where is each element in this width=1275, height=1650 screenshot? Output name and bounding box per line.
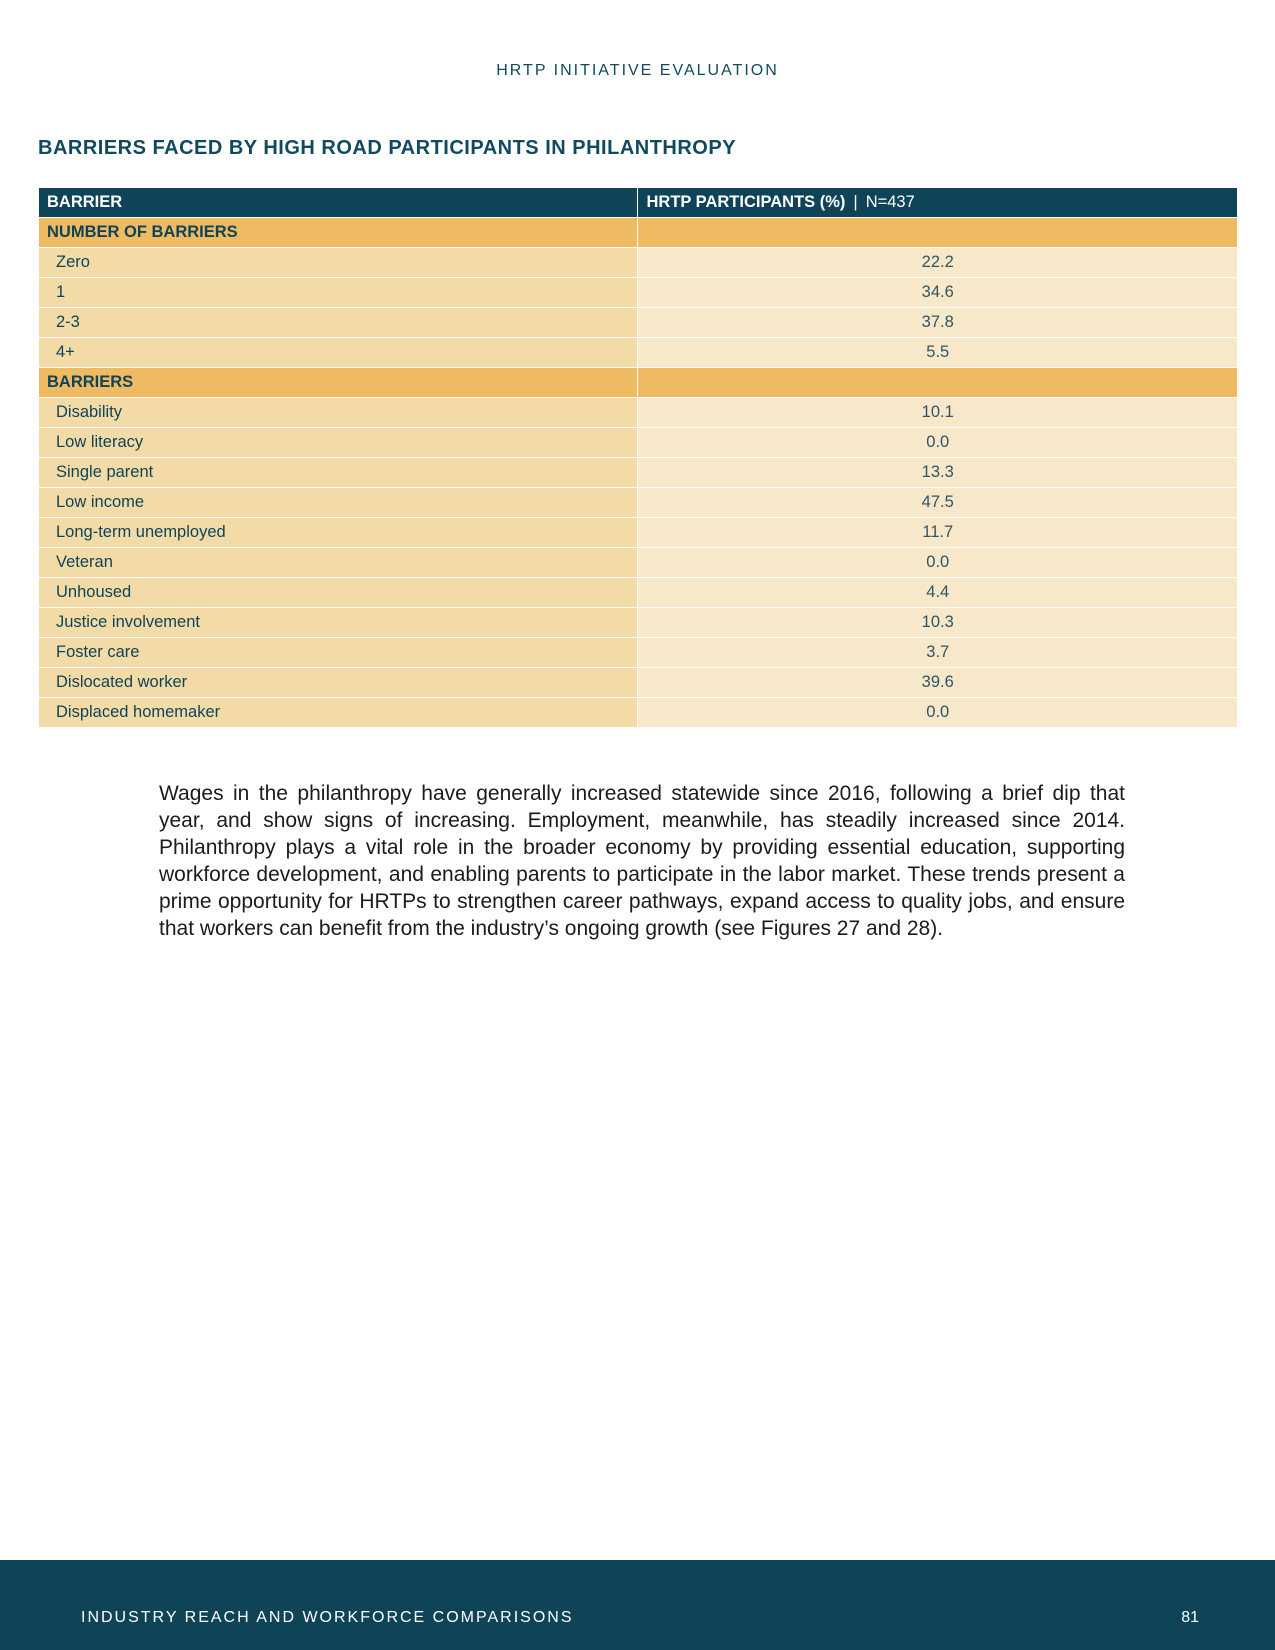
row-value: 3.7 [638,638,1238,668]
row-value: 5.5 [638,338,1238,368]
row-label: 1 [39,278,638,308]
row-value: 10.1 [638,398,1238,428]
table-row [39,518,1238,548]
section-heading: NUMBER OF BARRIERS [39,218,638,248]
row-value: 22.2 [638,248,1238,278]
row-label: Low literacy [39,428,638,458]
participants-header-label: HRTP PARTICIPANTS (%) [646,193,846,211]
row-value: 47.5 [638,488,1238,518]
table-row [39,638,1238,668]
column-header-participants [638,188,1238,218]
row-value: 37.8 [638,308,1238,338]
section-heading: BARRIERS [39,368,638,398]
table-title: BARRIERS FACED BY HIGH ROAD PARTICIPANTS IN PHILANTHROPY [38,137,737,159]
section-row-number-of-barriers [39,218,1238,248]
row-value: 0.0 [638,428,1238,458]
row-label: Dislocated worker [39,668,638,698]
row-value: 4.4 [638,578,1238,608]
table-row [39,578,1238,608]
table-row [39,278,1238,308]
header-separator: | [853,193,858,211]
row-label: Single parent [39,458,638,488]
row-value: 11.7 [638,518,1238,548]
table-row [39,548,1238,578]
row-value: 39.6 [638,668,1238,698]
table-row [39,428,1238,458]
row-label: Disability [39,398,638,428]
row-label: Justice involvement [39,608,638,638]
footer-section-title: INDUSTRY REACH AND WORKFORCE COMPARISONS [81,1609,574,1626]
row-label: Displaced homemaker [39,698,638,728]
table-row [39,338,1238,368]
table-row [39,248,1238,278]
row-label: Veteran [39,548,638,578]
section-heading-spacer [638,218,1238,248]
row-label: Low income [39,488,638,518]
column-header-barrier: BARRIER [39,188,638,218]
row-value: 34.6 [638,278,1238,308]
section-heading-spacer [638,368,1238,398]
running-header: HRTP INITIATIVE EVALUATION [496,62,779,79]
table-row [39,458,1238,488]
body-paragraph: Wages in the philanthropy have generally increased statewide since 2016, following a brief dip that year, and show signs of increasing. Employment, meanwhile, has steadily increased since 2014. Philanthropy plays a vital role in the broader economy by providing essential education, supporting workforce development, and enabling parents to participate in the labor market. These trends present a prime opportunity for HRTPs to strengthen career pathways, expand access to quality jobs, and ensure that workers can benefit from the industry’s ongoing growth (see Figures 27 and 28). [159,782,1125,940]
table-row [39,698,1238,728]
row-label: 2-3 [39,308,638,338]
footer-band [0,1560,1275,1650]
row-value: 10.3 [638,608,1238,638]
table-row [39,308,1238,338]
table-header-row [39,188,1238,218]
row-label: 4+ [39,338,638,368]
table-row [39,398,1238,428]
row-value: 0.0 [638,548,1238,578]
sample-size-label: N=437 [865,193,915,211]
table-row [39,488,1238,518]
table-row [39,608,1238,638]
row-value: 13.3 [638,458,1238,488]
row-value: 0.0 [638,698,1238,728]
row-label: Foster care [39,638,638,668]
page-number: 81 [1181,1609,1199,1626]
barriers-table [38,187,1238,728]
row-label: Zero [39,248,638,278]
section-row-barriers [39,368,1238,398]
row-label: Unhoused [39,578,638,608]
table-row [39,668,1238,698]
row-label: Long-term unemployed [39,518,638,548]
